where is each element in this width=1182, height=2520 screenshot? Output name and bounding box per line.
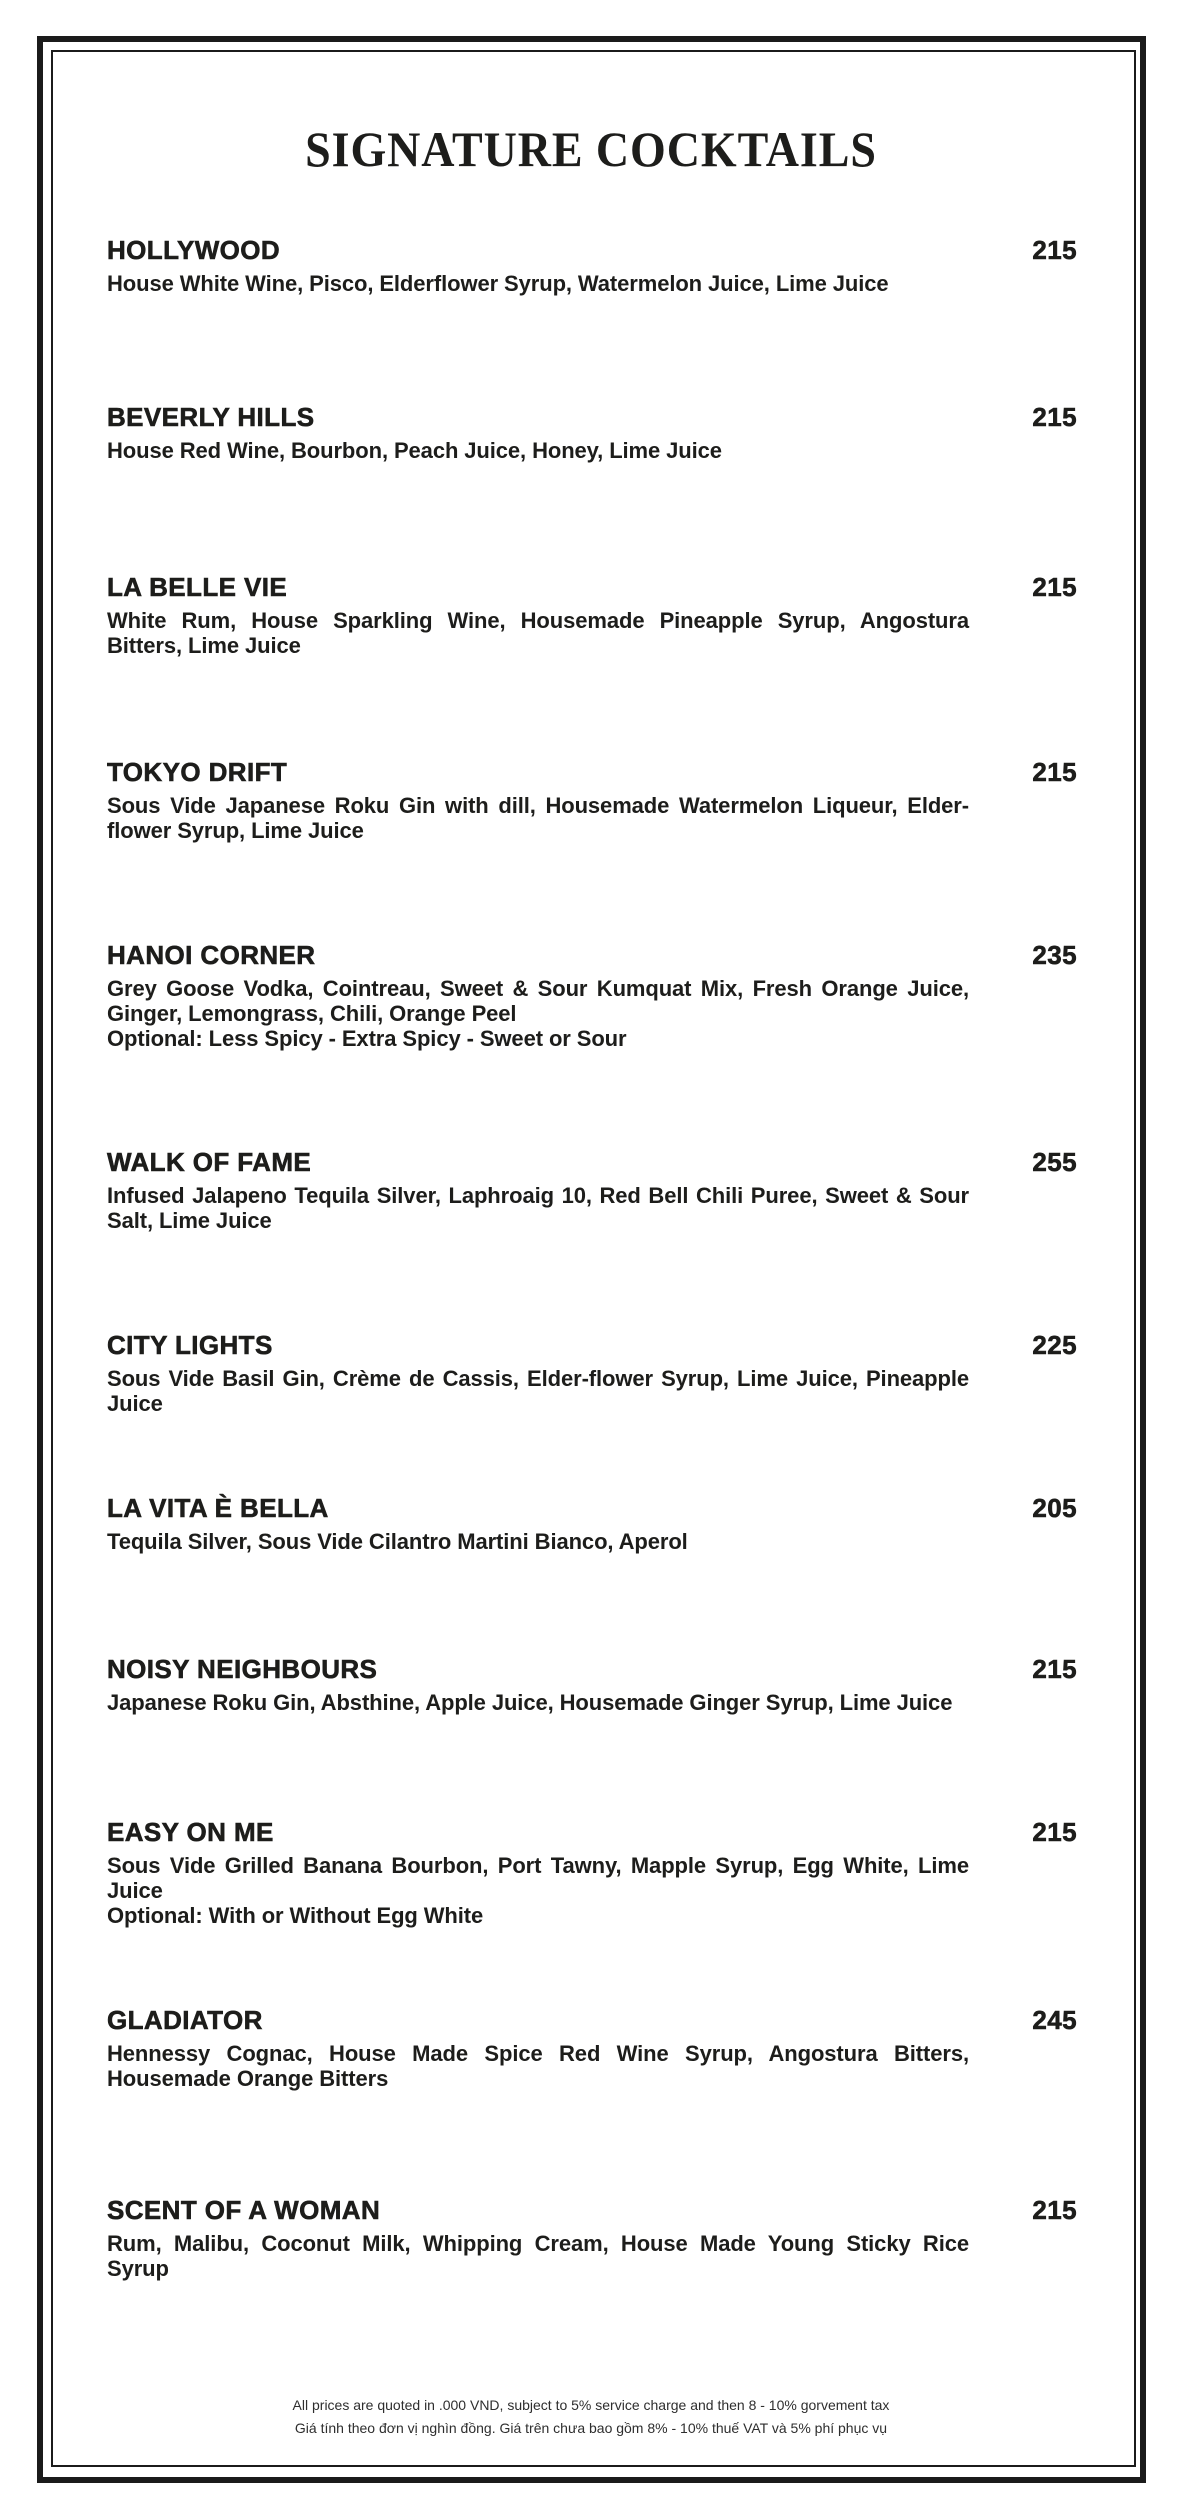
menu-item-price: 215 [1032, 757, 1077, 787]
menu-item-description: Sous Vide Japanese Roku Gin with dill, Housemade Watermelon Liqueur, Elder-flower Syrup, Lime Juice [107, 793, 969, 843]
menu-item-name: WALK OF FAME [107, 1147, 312, 1177]
menu-item-name: TOKYO DRIFT [107, 757, 288, 787]
footer-note-english: All prices are quoted in .000 VND, subject to 5% service charge and then 8 - 10% gorvement tax [292, 2397, 890, 2413]
menu-item-optional-note: Optional: With or Without Egg White [107, 1903, 484, 1928]
menu-item-optional-note: Optional: Less Spicy - Extra Spicy - Sweet or Sour [107, 1026, 627, 1051]
menu-item-description: Tequila Silver, Sous Vide Cilantro Martini Bianco, Aperol [107, 1529, 688, 1554]
menu-item-header [107, 1148, 1077, 1176]
menu-item-header [107, 573, 1077, 601]
menu-item-description: Sous Vide Grilled Banana Bourbon, Port Tawny, Mapple Syrup, Egg White, Lime Juice [107, 1853, 969, 1903]
footer-note [0, 2394, 1182, 2440]
menu-item-description: White Rum, House Sparkling Wine, Housemade Pineapple Syrup, Angostura Bitters, Lime Juice [107, 608, 969, 658]
menu-item [107, 1494, 1077, 1554]
menu-item-header [107, 1818, 1077, 1846]
menu-item-header [107, 1655, 1077, 1683]
menu-item-name: LA VITA È BELLA [107, 1493, 329, 1523]
menu-item-price: 255 [1032, 1147, 1077, 1177]
menu-item-name: NOISY NEIGHBOURS [107, 1654, 378, 1684]
menu-item-header [107, 2006, 1077, 2034]
menu-item [107, 236, 1077, 296]
menu-item [107, 1148, 1077, 1233]
menu-item-description: Rum, Malibu, Coconut Milk, Whipping Cream, House Made Young Sticky Rice Syrup [107, 2231, 969, 2281]
menu-item-price: 245 [1032, 2005, 1077, 2035]
menu-item-name: HOLLYWOOD [107, 235, 281, 265]
menu-item-header [107, 758, 1077, 786]
menu-item-price: 215 [1032, 572, 1077, 602]
footer-note-vietnamese: Giá tính theo đơn vị nghìn đồng. Giá trên chưa bao gồm 8% - 10% thuế VAT và 5% phí phục vụ [294, 2420, 888, 2436]
menu-item-name: HANOI CORNER [107, 940, 316, 970]
menu-item-price: 215 [1032, 235, 1077, 265]
menu-item-price: 215 [1032, 402, 1077, 432]
menu-item-name: CITY LIGHTS [107, 1330, 273, 1360]
menu-item-name: SCENT OF A WOMAN [107, 2195, 381, 2225]
page-title: SIGNATURE COCKTAILS [305, 121, 877, 177]
menu-item-description: Sous Vide Basil Gin, Crème de Cassis, Elder-flower Syrup, Lime Juice, Pineapple Juice [107, 1366, 969, 1416]
menu-item-description: Japanese Roku Gin, Absthine, Apple Juice, Housemade Ginger Syrup, Lime Juice [107, 1690, 953, 1715]
menu-item-description: Infused Jalapeno Tequila Silver, Laphroaig 10, Red Bell Chili Puree, Sweet & Sour Salt, Lime Juice [107, 1183, 969, 1233]
menu-item [107, 403, 1077, 463]
menu-item [107, 941, 1077, 1051]
menu-item-name: EASY ON ME [107, 1817, 274, 1847]
menu-item-header [107, 403, 1077, 431]
menu-item [107, 1331, 1077, 1416]
menu-item-description: House Red Wine, Bourbon, Peach Juice, Honey, Lime Juice [107, 438, 722, 463]
menu-item [107, 1655, 1077, 1715]
menu-item-header [107, 2196, 1077, 2224]
menu-item-header [107, 236, 1077, 264]
menu-item [107, 2006, 1077, 2091]
menu-item-price: 225 [1032, 1330, 1077, 1360]
menu-item-name: BEVERLY HILLS [107, 402, 315, 432]
menu-item [107, 758, 1077, 843]
menu-item-price: 235 [1032, 940, 1077, 970]
menu-item-name: GLADIATOR [107, 2005, 263, 2035]
menu-item-header [107, 1331, 1077, 1359]
menu-item-price: 215 [1032, 1654, 1077, 1684]
menu-item-header [107, 1494, 1077, 1522]
menu-item-price: 215 [1032, 2195, 1077, 2225]
menu-item-name: LA BELLE VIE [107, 572, 288, 602]
menu-item-price: 215 [1032, 1817, 1077, 1847]
menu-item-description: Grey Goose Vodka, Cointreau, Sweet & Sour Kumquat Mix, Fresh Orange Juice, Ginger, Lemongrass, Chili, Orange Peel [107, 976, 969, 1026]
menu-item [107, 573, 1077, 658]
menu-item-price: 205 [1032, 1493, 1077, 1523]
menu-item [107, 2196, 1077, 2281]
menu-item [107, 1818, 1077, 1928]
menu-item-description: House White Wine, Pisco, Elderflower Syrup, Watermelon Juice, Lime Juice [107, 271, 889, 296]
menu-item-header [107, 941, 1077, 969]
menu-item-description: Hennessy Cognac, House Made Spice Red Wine Syrup, Angostura Bitters, Housemade Orange Bitters [107, 2041, 969, 2091]
